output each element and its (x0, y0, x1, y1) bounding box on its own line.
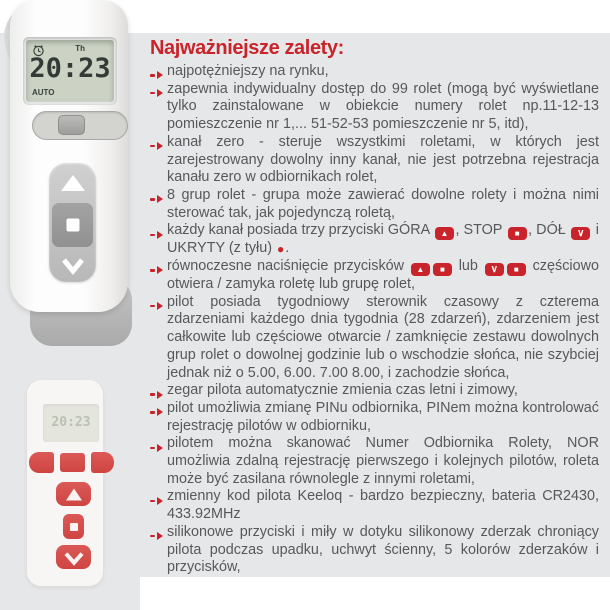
remote-control-photo (4, 0, 140, 352)
up-button-icon: ▲ (435, 227, 454, 240)
faded-lcd-time: 20:23 (51, 415, 91, 430)
feature-item: zapewnia indywidualny dostęp do 99 rolet (mogą być wyświetlane tylko zainstalowane w obiekcie numery rolet np.11-12-13 pomieszczenie nr 1,... 51-52-53 pomieszczenie nr 5, itd), (150, 81, 599, 134)
bullet-arrow-icon (150, 493, 163, 511)
stop-button (52, 203, 93, 247)
feature-item: zegar pilota automatycznie zmienia czas letni i zimowy, (150, 382, 599, 400)
features-list (150, 63, 599, 577)
feature-item: silikonowe przyciski i miły w dotyku silikonowy zderzak chroniący pilota podczas upadku, uchwyt ścienny, 5 kolorów zderzaków i przycisków, (150, 524, 599, 577)
faded-lcd-display (43, 404, 99, 442)
bullet-arrow-icon (150, 404, 163, 422)
feature-item: pilotem można skanować Numer Odbiornika Rolety, NOR umożliwia zdalną rejestrację pierwszego i kolejnych pilotów, roleta może być zasilana równolegle z innymi roletami, (150, 435, 599, 488)
lcd-time: 20:23 (29, 53, 111, 84)
stop-button-icon: ■ (433, 263, 452, 276)
feature-item: 8 grup rolet - grupa może zawierać dowolne rolety i można nimi sterować tak, jak pojedynczą roletą, (150, 187, 599, 222)
faded-side-button-middle (60, 453, 85, 472)
hidden-button-dot-icon: ● (277, 242, 285, 257)
bullet-arrow-icon (150, 298, 163, 316)
chevron-down-icon (59, 256, 87, 275)
remote-body (10, 0, 128, 312)
channel-slider (32, 111, 128, 140)
down-button (59, 256, 87, 275)
stop-square-glyph (70, 523, 78, 531)
feature-item: każdy kanał posiada trzy przyciski GÓRA ▲ , STOP ■ , DÓŁ ∨ i UKRYTY (z tyłu) ●. (150, 222, 599, 258)
bottom-white-area (140, 577, 610, 610)
stop-square-glyph (66, 219, 79, 232)
bullet-arrow-icon (150, 227, 163, 245)
features-section (150, 37, 599, 577)
faded-side-button-right (91, 452, 114, 473)
faded-up-button (56, 482, 91, 506)
down-button-icon: ∨ (485, 263, 504, 276)
bullet-arrow-icon (150, 528, 163, 546)
button-pad (49, 163, 96, 282)
faded-side-button-left (29, 452, 54, 473)
bullet-arrow-icon (150, 440, 163, 458)
bullet-arrow-icon (150, 262, 163, 280)
arrow-up-icon (66, 488, 82, 500)
lcd-bezel (23, 37, 117, 105)
stop-button-icon: ■ (508, 227, 527, 240)
feature-item: najpotężniejszy na rynku, (150, 63, 599, 81)
up-button (61, 175, 85, 191)
faded-down-button (56, 545, 91, 569)
feature-item: zmienny kod pilota Keeloq - bardzo bezpieczny, bateria CR2430, 433.92MHz (150, 488, 599, 523)
faded-remote-body (27, 380, 103, 586)
faded-stop-button (63, 514, 84, 539)
lcd-day-label: Th (75, 44, 86, 53)
feature-item: pilot umożliwia zmianę PINu odbiornika, PINem można kontrolować rejestrację pilotów w odbiorniku, (150, 400, 599, 435)
feature-item: równoczesne naciśnięcie przycisków ▲ ■ lub ∨ ■ częściowo otwiera / zamyka roletę lub grupę rolet, (150, 258, 599, 294)
stop-button-icon: ■ (507, 263, 526, 276)
lcd-display (26, 40, 114, 102)
down-button-icon: ∨ (571, 227, 590, 240)
slider-knob (58, 115, 85, 135)
bullet-arrow-icon (150, 85, 163, 103)
page-title: Najważniejsze zalety: (150, 37, 344, 59)
remote-control-photo-faded (21, 378, 113, 610)
feature-item: pilot posiada tygodniowy sterownik czasowy z czterema zdarzeniami każdego dnia tygodnia (28 zdarzeń), zdarzeniem jest całkowite lub częściowe otwarcie / zamknięcie zestawu dowolnych grup rolet o dowolnej godzinie lub o wschodzie słońca, nie szybciej jednak niż o 5.00, 6.00. 7.00 8.00, i zachodzie słońca, (150, 294, 599, 383)
up-button-icon: ▲ (411, 263, 430, 276)
bullet-arrow-icon (150, 138, 163, 156)
chevron-down-icon (63, 551, 85, 566)
bullet-arrow-icon (150, 191, 163, 209)
lcd-auto-label: AUTO (32, 88, 55, 97)
feature-item: kanał zero - steruje wszystkimi roletami, w których jest zarejestrowany dowolny inny kanał, nie jest potrzebna rejestracja kanału zero w odbiornikach rolet, (150, 134, 599, 187)
